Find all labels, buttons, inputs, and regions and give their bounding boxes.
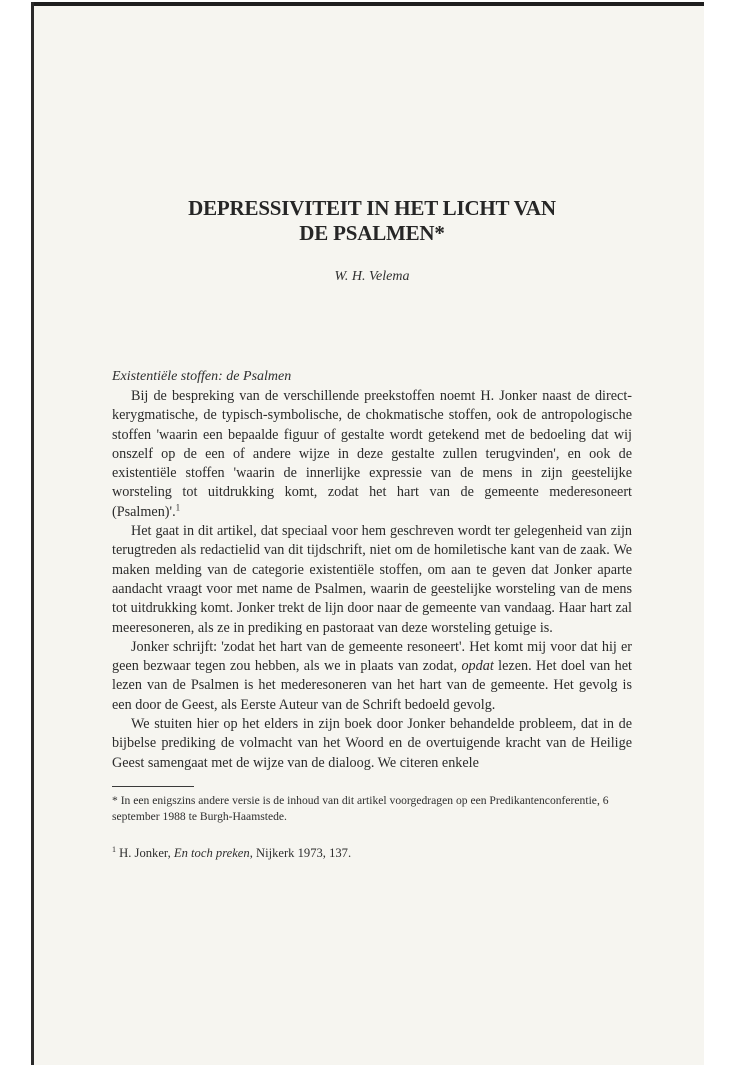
article-body bbox=[112, 387, 632, 773]
article-title bbox=[112, 196, 632, 246]
title-line-2: DE PSALMEN* bbox=[299, 221, 445, 245]
footnote-ref-1: 1 bbox=[175, 502, 181, 513]
footnote-star: * In een enigszins andere versie is de inhoud van dit artikel voorgedragen op een Predikantenconferentie, 6 september 1988 te Burgh-Haamstede. bbox=[112, 793, 609, 823]
paragraph-4: We stuiten hier op het elders in zijn boek door Jonker behandelde probleem, dat in de bijbelse prediking de volmacht van het Woord en de overtuigende kracht van de Heilige Geest samengaat met de wijze van de dialoog. We citeren enkele bbox=[112, 716, 632, 771]
paragraph-3-after: lezen. Het doel van het lezen van de Psalmen is het mederesoneren van het hart van de gemeente. Het gevolg is een door de Geest, als Eerste Auteur van de Schrift bedoeld gevolg. bbox=[112, 658, 633, 713]
footnote-1 bbox=[112, 845, 632, 861]
paragraph-2: Het gaat in dit artikel, dat speciaal voor hem geschreven wordt ter gelegenheid van zijn terugtreden als redactielid van dit tijdschrift, niet om de homiletische kant van de zaak. We maken melding van de categorie existentiële stoffen, om aan te geven dat Jonker aparte aandacht vraagt voor met name de Psalmen, waarin de geestelijke worsteling van de mens tot uitdrukking komt. Jonker trekt de lijn door naar de gemeente van vandaag. Haar hart zal meeresoneren, als ze in prediking en pastoraat van deze worsteling getuige is. bbox=[112, 523, 632, 636]
footnote-1-book-title: En toch preken bbox=[173, 845, 250, 860]
paragraph-3 bbox=[112, 638, 632, 715]
paragraph-1-text: Bij de bespreking van de verschillende preekstoffen noemt H. Jonker naast de direct-kerygmatische, de typisch-symbolische, de chokmatische stoffen, ook de antropologische stoffen 'waarin een bepaalde figuur of gestalte wordt getekend met de bedoeling dat wij onszelf op de een of andere wijze in deze gestalte zullen terugvinden', en ook de existentiële stoffen 'waarin de innerlijke expressie van de mens in zijn geestelijke worsteling tot uitdrukking komt, zodat het hart van de gemeente mederesoneert (Psalmen)'. bbox=[112, 388, 632, 520]
paragraph-3-emphasis: opdat bbox=[461, 658, 494, 675]
article-content bbox=[112, 196, 632, 861]
paragraph-1 bbox=[112, 387, 632, 522]
title-line-1: DEPRESSIVITEIT IN HET LICHT VAN bbox=[188, 196, 556, 220]
footnote-1-before: H. Jonker, bbox=[119, 845, 174, 860]
author-name: W. H. Velema bbox=[334, 269, 410, 284]
paragraph-3-before: Jonker schrijft: 'zodat het hart van de gemeente resoneert'. Het komt mij voor dat hij er geen bezwaar tegen zou hebben, als we in plaats van zodat, bbox=[112, 638, 632, 675]
footnote-1-after: , Nijkerk 1973, 137. bbox=[249, 845, 352, 860]
footnote-1-number: 1 bbox=[112, 844, 116, 854]
section-heading: Existentiële stoffen: de Psalmen bbox=[112, 369, 292, 384]
footnote-divider bbox=[112, 786, 194, 787]
